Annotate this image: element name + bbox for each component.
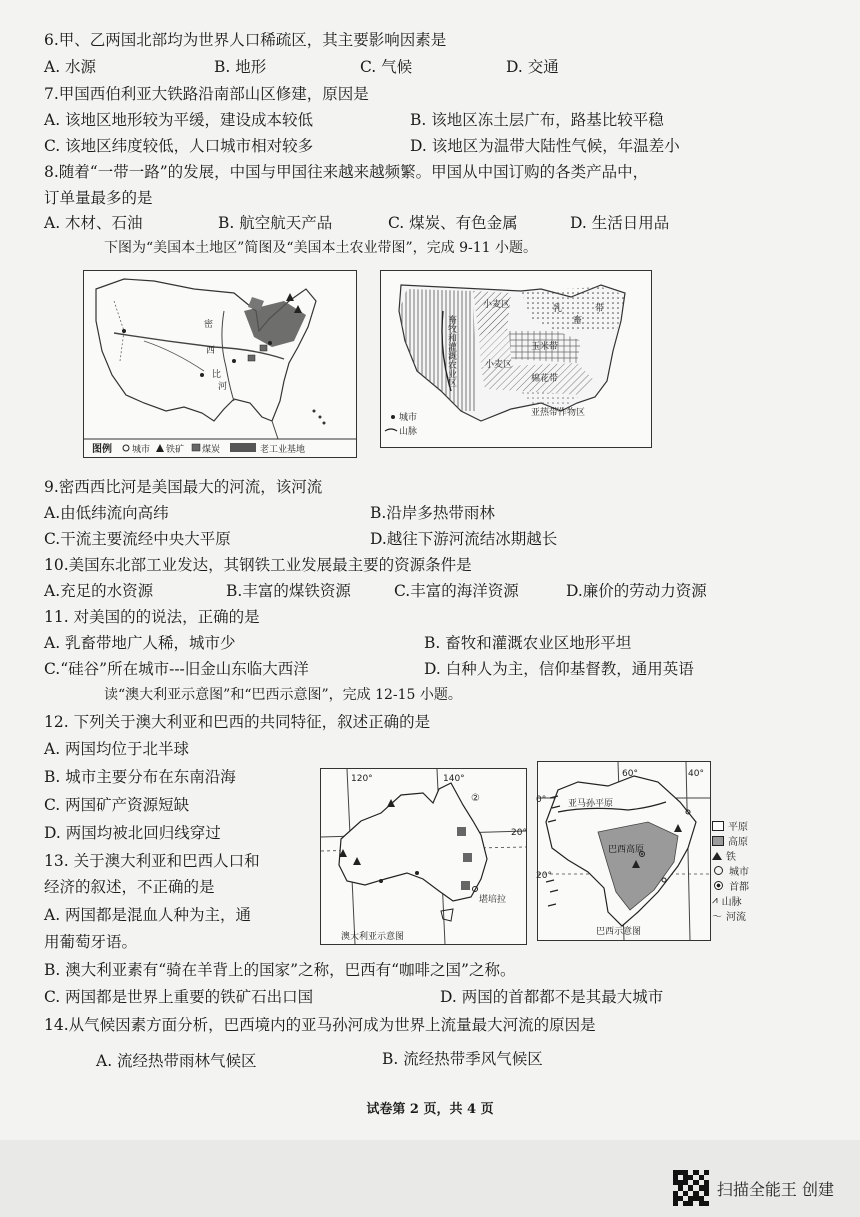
agri-label-cotton: 棉花带 <box>531 374 559 384</box>
usa-legend-title: 图例 <box>92 444 112 455</box>
question-10: 10.美国东北部工业发达，其钢铁工业发展最主要的资源条件是 <box>44 556 472 574</box>
usa-agriculture-svg <box>381 271 651 447</box>
bra-legend-iron: 铁 <box>726 852 736 863</box>
usa-legend-industrial-base: 老工业基地 <box>260 445 306 455</box>
question-11: 11. 对美国的的说法，正确的是 <box>44 608 260 626</box>
q7-option-d: D. 该地区为温带大陆性气候，年温差小 <box>410 137 680 155</box>
agri-label-wheat-south: 小麦区 <box>485 360 513 370</box>
bra-legend-plateau: 高原 <box>728 837 748 848</box>
usa-label-1: 密 <box>204 320 214 330</box>
agri-label-dairy-3: 带 <box>595 304 605 314</box>
q7-option-a: A. 该地区地形较为平缓，建设成本较低 <box>44 111 314 129</box>
question-8-cont: 订单量最多的是 <box>44 189 153 207</box>
bra-legend-city: 城市 <box>729 867 749 878</box>
q6-option-c: C. 气候 <box>360 58 413 76</box>
agri-label-wheat-north: 小麦区 <box>483 300 511 310</box>
question-6: 6.甲、乙两国北部均为世界人口稀疏区，其主要影响因素是 <box>44 31 447 49</box>
usa-map-figure <box>83 270 357 458</box>
q10-option-a: A.充足的水资源 <box>44 582 154 600</box>
q13-option-d: D. 两国的首都都不是其最大城市 <box>440 988 664 1006</box>
aus-circle-label: ② <box>471 793 480 804</box>
aus-lon-140: 140° <box>443 774 465 784</box>
q8-option-d: D. 生活日用品 <box>570 214 670 232</box>
bra-lat-0: 0° <box>536 795 547 805</box>
agri-label-dairy-1: 乳 <box>553 304 563 314</box>
q6-option-d: D. 交通 <box>506 58 559 76</box>
q12-option-c: C. 两国矿产资源短缺 <box>44 796 190 814</box>
q13-option-b: B. 澳大利亚素有“骑在羊背上的国家”之称，巴西有“咖啡之国”之称。 <box>44 961 516 979</box>
usa-legend-coal: 煤炭 <box>202 445 221 455</box>
bra-legend-plain: 平原 <box>728 822 748 833</box>
q6-option-a: A. 水源 <box>44 58 97 76</box>
question-14: 14.从气候因素方面分析，巴西境内的亚马孙河成为世界上流量最大河流的原因是 <box>44 1016 596 1034</box>
brazil-map-figure <box>537 761 711 941</box>
usa-map-svg <box>84 271 356 457</box>
bra-legend-mountain: 山脉 <box>721 897 742 908</box>
mountain-icon: ⩘ <box>712 895 718 906</box>
usa-label-3: 比 <box>212 370 222 380</box>
q11-option-b: B. 畜牧和灌溉农业区地形平坦 <box>424 634 632 652</box>
q9-option-c: C.干流主要流经中央大平原 <box>44 530 231 548</box>
q14-option-b: B. 流经热带季风气候区 <box>382 1050 543 1068</box>
bra-legend-capital: 首都 <box>729 882 749 893</box>
q11-option-d: D. 白种人为主，信仰基督教，通用英语 <box>424 660 694 678</box>
q9-option-d: D.越往下游河流结冰期越长 <box>370 530 558 548</box>
q11-option-a: A. 乳畜带地广人稀，城市少 <box>44 634 236 652</box>
bra-lon-60: 60° <box>622 769 638 779</box>
bra-legend-river: 河流 <box>726 912 746 923</box>
q7-option-b: B. 该地区冻土层广布，路基比较平稳 <box>410 111 664 129</box>
aus-lon-120: 120° <box>351 774 373 784</box>
aus-city-canberra: 堪培拉 <box>479 895 507 905</box>
usa-agriculture-figure <box>380 270 652 448</box>
agri-legend-city: 城市 <box>399 413 418 423</box>
australia-map-svg <box>321 769 526 944</box>
figure-intro-12-15: 读“澳大利亚示意图”和“巴西示意图”，完成 12-15 小题。 <box>104 687 462 703</box>
q10-option-b: B.丰富的煤铁资源 <box>226 582 351 600</box>
brand-text: 扫描全能王 创建 <box>716 1179 834 1199</box>
agri-label-corn: 玉米带 <box>531 342 559 352</box>
q10-option-c: C.丰富的海洋资源 <box>394 582 519 600</box>
q13-option-a-cont: 用葡萄牙语。 <box>44 933 138 951</box>
q8-option-a: A. 木材、石油 <box>44 214 143 232</box>
question-13-cont: 经济的叙述，不正确的是 <box>44 878 215 896</box>
page-footer: 试卷第 2 页，共 4 页 <box>366 1102 494 1117</box>
q13-option-a: A. 两国都是混血人种为主，通 <box>44 906 252 924</box>
question-7: 7.甲国西伯利亚大铁路沿南部山区修建，原因是 <box>44 85 369 103</box>
figure-intro-9-11: 下图为“美国本土地区”简图及“美国本土农业带图”，完成 9-11 小题。 <box>104 240 537 256</box>
q11-option-c: C.“硅谷”所在城市---旧金山东临大西洋 <box>44 660 309 678</box>
bra-amazon-label: 亚马孙平原 <box>568 799 614 809</box>
bra-lat-20: 20° <box>536 871 552 881</box>
q9-option-b: B.沿岸多热带雨林 <box>370 504 495 522</box>
q14-option-a: A. 流经热带雨林气候区 <box>96 1052 257 1070</box>
agri-legend-mountain: 山脉 <box>399 427 418 437</box>
q7-option-c: C. 该地区纬度较低，人口城市相对较多 <box>44 137 314 155</box>
question-12: 12. 下列关于澳大利亚和巴西的共同特征，叙述正确的是 <box>44 713 431 731</box>
brazil-map-svg <box>538 762 710 940</box>
australia-map-figure <box>320 768 527 945</box>
agri-label-ranching: 畜牧和灌溉农业区 <box>446 315 456 387</box>
agri-label-dairy-2: 畜 <box>573 316 583 326</box>
qr-code-icon <box>673 1170 709 1206</box>
q6-option-b: B. 地形 <box>214 58 267 76</box>
q8-option-b: B. 航空航天产品 <box>218 214 333 232</box>
q12-option-a: A. 两国均位于北半球 <box>44 740 190 758</box>
bra-lon-40: 40° <box>688 769 704 779</box>
usa-label-2: 西 <box>206 346 216 356</box>
agri-label-subtropical: 亚热带作物区 <box>531 408 586 418</box>
question-8: 8.随着“一带一路”的发展，中国与甲国往来越来越频繁。甲国从中国订购的各类产品中， <box>44 163 649 181</box>
q8-option-c: C. 煤炭、有色金属 <box>388 214 518 232</box>
bra-caption: 巴西示意图 <box>596 927 642 937</box>
q9-option-a: A.由低纬流向高纬 <box>44 504 169 522</box>
q10-option-d: D.廉价的劳动力资源 <box>566 582 707 600</box>
bra-plateau-label: 巴西高原 <box>608 845 645 855</box>
brazil-legend <box>712 818 782 923</box>
aus-lat-20: 20° <box>511 828 527 838</box>
usa-legend-iron: 铁矿 <box>166 445 185 455</box>
q12-option-d: D. 两国均被北回归线穿过 <box>44 824 221 842</box>
river-icon: 〜 <box>712 912 722 923</box>
q13-option-c: C. 两国都是世界上重要的铁矿石出口国 <box>44 988 314 1006</box>
question-9: 9.密西西比河是美国最大的河流，该河流 <box>44 478 323 496</box>
question-13: 13. 关于澳大利亚和巴西人口和 <box>44 852 260 870</box>
q12-option-b: B. 城市主要分布在东南沿海 <box>44 768 236 786</box>
usa-legend-city: 城市 <box>132 445 151 455</box>
usa-label-4: 河 <box>218 382 228 392</box>
scanner-brand <box>673 1170 834 1206</box>
aus-caption: 澳大利亚示意图 <box>341 932 405 942</box>
